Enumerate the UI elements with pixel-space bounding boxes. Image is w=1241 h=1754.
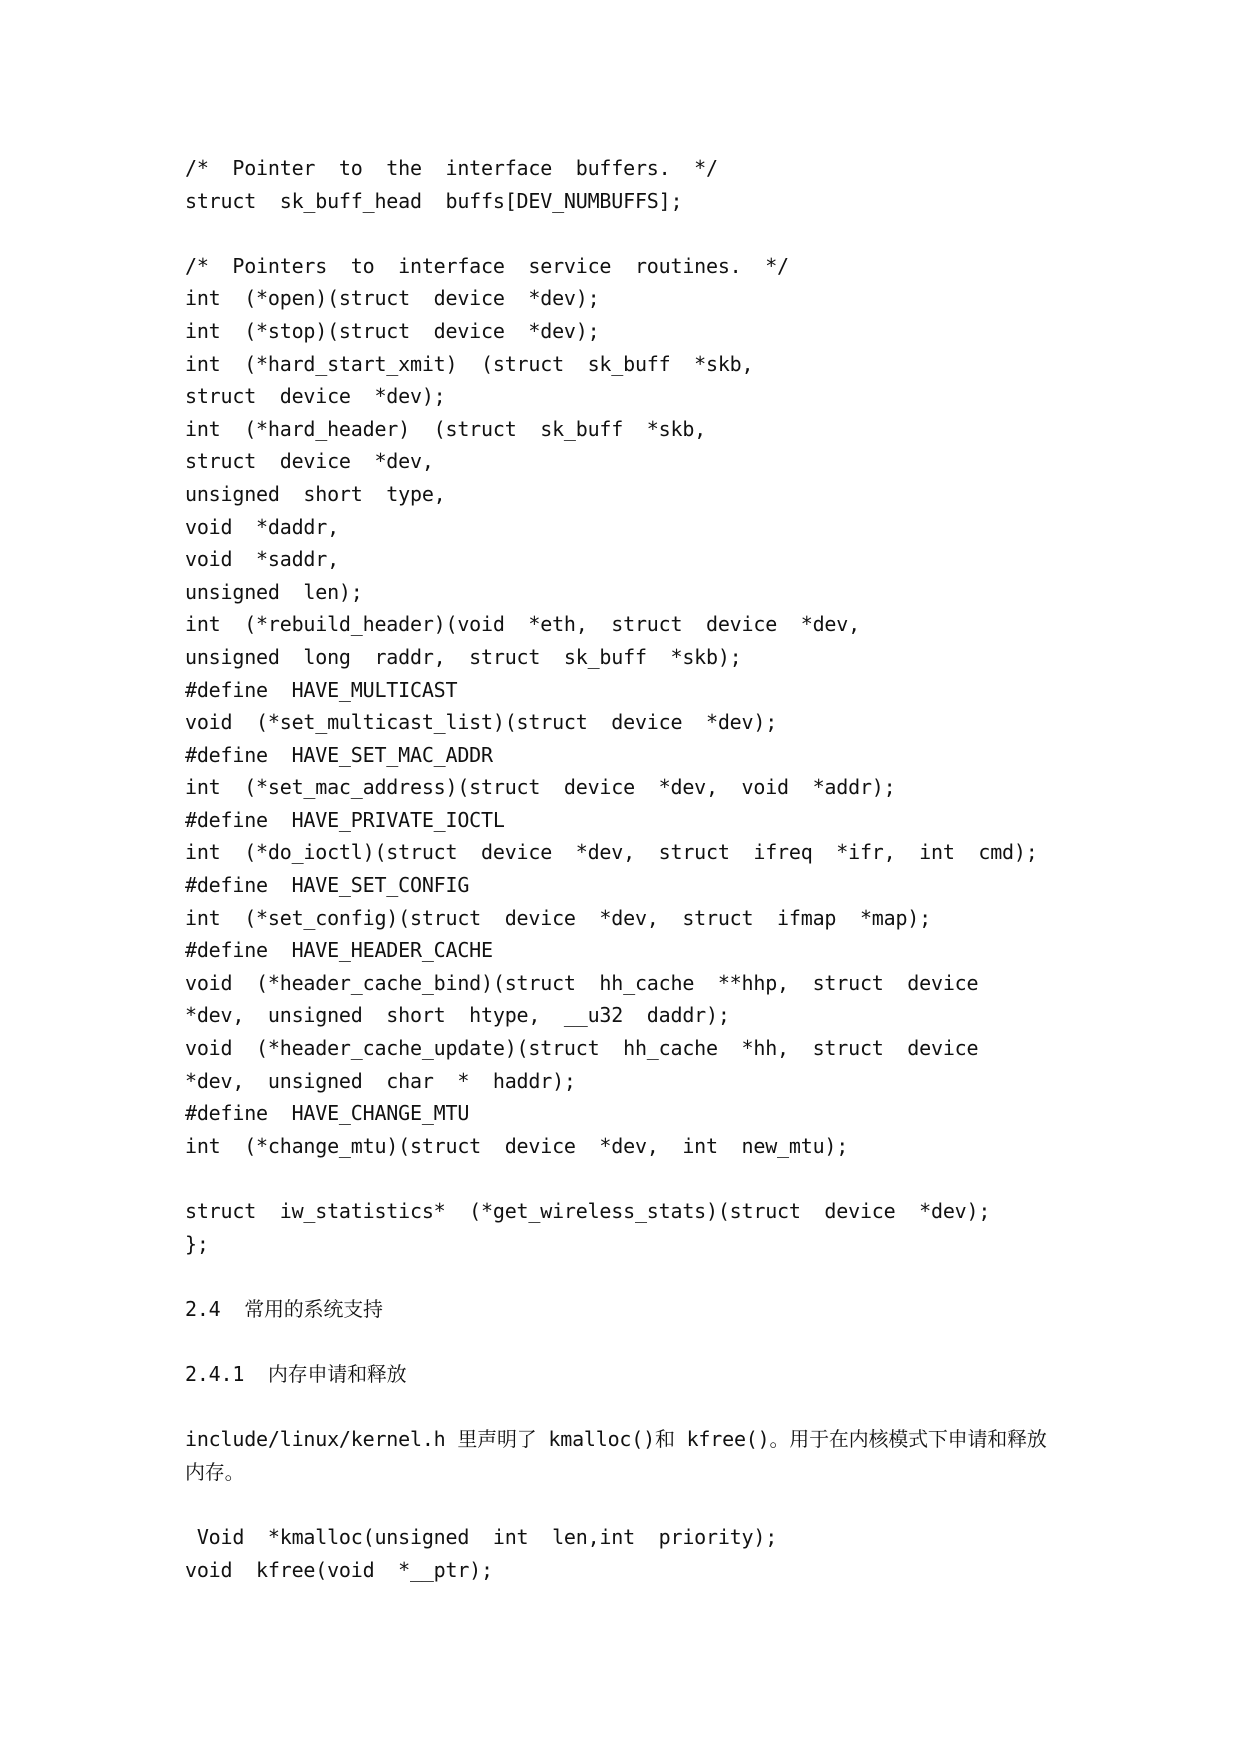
blank-line [185,217,1085,250]
blank-line [185,1162,1085,1195]
code-line: #define HAVE_HEADER_CACHE [185,938,493,963]
code-line: Void *kmalloc(unsigned int len,int priority); [185,1524,778,1549]
blank-line [185,1488,1085,1521]
blank-line [185,1391,1085,1424]
code-block-kmalloc [185,1521,1085,1586]
blank-line [185,1325,1085,1358]
code-line: int (*hard_header) (struct sk_buff *skb, [185,416,707,441]
code-line: #define HAVE_SET_MAC_ADDR [185,742,493,767]
code-line: #define HAVE_PRIVATE_IOCTL [185,807,505,832]
code-line: *dev, unsigned char * haddr); [185,1068,576,1093]
code-line: void (*set_multicast_list)(struct device *dev); [185,710,778,735]
code-line: void kfree(void *__ptr); [185,1557,493,1582]
code-line: int (*set_mac_address)(struct device *dev, void *addr); [185,775,896,800]
code-line: #define HAVE_SET_CONFIG [185,873,470,898]
code-line: int (*change_mtu)(struct device *dev, int new_mtu); [185,1133,849,1158]
code-line: #define HAVE_MULTICAST [185,677,458,702]
code-line: #define HAVE_CHANGE_MTU [185,1101,470,1126]
code-line: struct device *dev, [185,449,434,474]
document-body [185,152,1085,1586]
code-line: int (*open)(struct device *dev); [185,286,600,311]
section-heading: 2.4 常用的系统支持 [185,1296,383,1321]
code-line: /* Pointer to the interface buffers. */ [185,156,718,180]
code-line: int (*rebuild_header)(void *eth, struct device *dev, [185,612,860,637]
code-line: struct device *dev); [185,384,446,409]
code-line: unsigned long raddr, struct sk_buff *skb); [185,644,742,669]
code-line: /* Pointers to interface service routines. */ [185,253,789,278]
code-line: struct iw_statistics* (*get_wireless_stats)(struct device *dev); [185,1199,991,1223]
code-line: unsigned len); [185,579,363,604]
body-paragraph: include/linux/kernel.h 里声明了 kmalloc()和 kfree()。用于在内核模式下申请和释放内存。 [185,1427,1047,1484]
blank-line [185,1260,1085,1293]
code-line: *dev, unsigned short htype, __u32 daddr); [185,1003,730,1028]
code-line: int (*stop)(struct device *dev); [185,318,600,343]
code-line: void *saddr, [185,547,339,572]
code-line: void (*header_cache_bind)(struct hh_cache **hhp, struct device [185,970,979,995]
code-line: unsigned short type, [185,481,446,506]
code-block-device-struct [185,152,1085,1260]
code-line: void (*header_cache_update)(struct hh_cache *hh, struct device [185,1036,979,1061]
code-line: }; [185,1231,209,1256]
code-line: int (*set_config)(struct device *dev, struct ifmap *map); [185,905,931,930]
code-line: struct sk_buff_head buffs[DEV_NUMBUFFS]; [185,188,683,213]
code-line: int (*hard_start_xmit) (struct sk_buff *skb, [185,351,754,376]
code-line: void *daddr, [185,514,339,539]
code-line: int (*do_ioctl)(struct device *dev, struct ifreq *ifr, int cmd); [185,840,1038,865]
subsection-heading: 2.4.1 内存申请和释放 [185,1361,407,1386]
